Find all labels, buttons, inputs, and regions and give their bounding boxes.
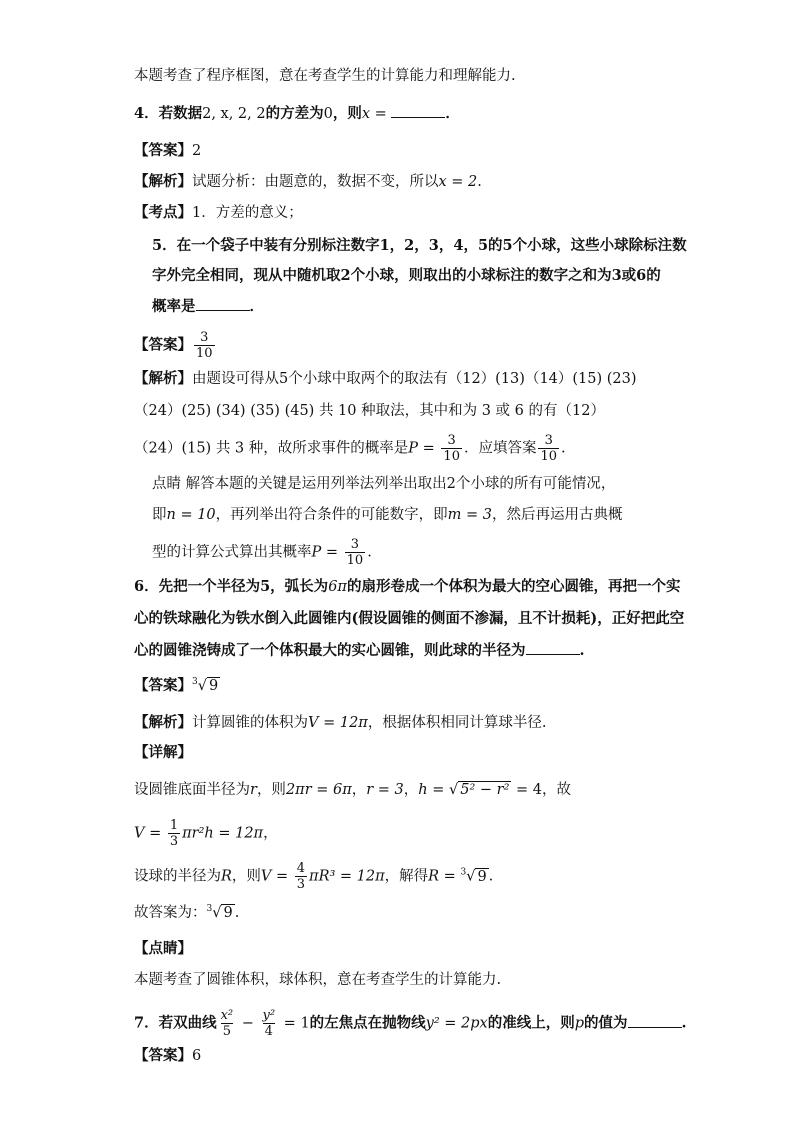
analysis-text: ，根据体积相同计算球半径. xyxy=(367,715,547,731)
radicand: 9 xyxy=(477,868,487,885)
answer-tag: 【答案】 xyxy=(134,1047,192,1064)
question-text: 心的铁球融化为铁水倒入此圆锥内(假设圆锥的侧面不渗漏，且不计损耗)，正好把此空 xyxy=(134,610,685,627)
math-m: m = 3 xyxy=(447,507,493,523)
kaodian-text: 1．方差的意义； xyxy=(192,205,303,221)
question-6-line-3 xyxy=(134,640,585,661)
question-text: 字外完全相同，现从中随机取2个小球，则取出的小球标注的数字之和为3或6的 xyxy=(152,267,661,284)
analysis-text: 计算圆锥的体积为 xyxy=(192,715,308,731)
question-text: 7．若双曲线 xyxy=(134,1014,217,1032)
fraction-numerator: 4 xyxy=(296,861,306,876)
variable-x: x xyxy=(361,106,371,122)
root-index: 3 xyxy=(192,677,198,688)
question-5-line-2 xyxy=(152,266,661,286)
fraction-x2-5 xyxy=(219,1008,236,1039)
question-6-line-2 xyxy=(134,609,684,629)
probability-fraction xyxy=(345,537,366,568)
detail-text: . xyxy=(234,905,240,921)
detail-text: ， xyxy=(351,782,367,798)
detail-text: 故答案为： xyxy=(134,905,207,921)
fraction-numerator: 1 xyxy=(169,818,179,833)
math-expr: R = xyxy=(428,868,461,885)
detail-line-4 xyxy=(134,903,239,923)
dianjing-text: ，再列举出符合条件的可能数字，即 xyxy=(215,507,448,523)
question-end: . xyxy=(579,642,585,659)
fraction-denominator: 10 xyxy=(540,449,558,464)
fraction-denominator: 10 xyxy=(196,346,213,361)
question-4 xyxy=(134,103,460,124)
answer-value: 2 xyxy=(192,143,202,159)
question-end: ． xyxy=(445,105,460,122)
answer-blank xyxy=(391,103,445,118)
dianjing-5-line-2 xyxy=(152,505,623,525)
dianjing-end: . xyxy=(367,544,372,561)
fraction-four-thirds xyxy=(295,861,307,892)
dianjing-5-line-1 xyxy=(152,474,615,494)
math-r: r xyxy=(250,782,257,798)
detail-line-1 xyxy=(134,780,571,800)
fraction-numerator: 3 xyxy=(447,433,456,448)
answer-4 xyxy=(134,141,201,161)
dianjing-text: ，然后再运用古典概 xyxy=(492,507,623,523)
detail-text: 设圆锥底面半径为 xyxy=(134,782,250,798)
analysis-tag: 【解析】 xyxy=(134,173,192,190)
analysis-5-line-1 xyxy=(134,369,637,389)
fraction-denominator: 10 xyxy=(443,449,460,464)
answer-fraction xyxy=(194,330,215,361)
question-text: 心的圆锥浇铸成了一个体积最大的实心圆锥，则此球的半径为 xyxy=(134,642,526,659)
fraction-numerator: x² xyxy=(220,1008,234,1023)
answer-7 xyxy=(134,1046,201,1066)
analysis-6 xyxy=(134,713,546,733)
answer-blank xyxy=(196,296,250,311)
minus-sign: − xyxy=(237,1015,259,1032)
fraction-denominator: 4 xyxy=(264,1024,273,1039)
detail-heading xyxy=(134,743,192,763)
math-expr: r = 3 xyxy=(366,782,404,798)
analysis-text: （24）(15) 共 3 种，故所求事件的概率是 xyxy=(134,440,409,457)
answer-blank xyxy=(526,640,580,655)
dianjing-5-line-3 xyxy=(152,537,372,568)
fraction-numerator: 3 xyxy=(544,433,553,448)
dianjing-6-heading xyxy=(134,939,192,959)
radicand: 5² − r² xyxy=(460,782,510,798)
parabola-equation: y² = 2px xyxy=(425,1015,488,1032)
fraction-numerator: 3 xyxy=(350,537,360,552)
root-sign: √ xyxy=(449,782,459,798)
fraction-denominator: 3 xyxy=(169,834,179,849)
question-end: ． xyxy=(249,298,264,315)
analysis-math: x = 2 xyxy=(438,174,478,190)
answer-blank xyxy=(628,1013,682,1028)
root-sign: √ xyxy=(466,868,476,885)
equals-sign: = xyxy=(370,106,392,122)
detail-line-3 xyxy=(134,861,493,892)
math-r-big: R xyxy=(221,868,232,885)
root-index: 3 xyxy=(206,904,213,915)
question-7 xyxy=(134,1008,687,1039)
dianjing-text: 型的计算公式算出其概率 xyxy=(152,544,312,561)
fraction-denominator: 5 xyxy=(222,1024,231,1039)
answer-value: 6 xyxy=(192,1048,202,1064)
answer-tag: 【答案】 xyxy=(134,336,192,354)
fraction-y2-4 xyxy=(261,1008,278,1039)
math-expr: πr²h = 12π xyxy=(182,825,264,842)
equals-sign: = xyxy=(418,440,440,457)
analysis-4 xyxy=(134,172,482,192)
probability-symbol: P xyxy=(408,440,419,457)
question-text: 的值为 xyxy=(584,1014,628,1032)
question-text: 5．在一个袋子中装有分别标注数字1，2，3，4，5的5个小球，这些小球除标注数 xyxy=(152,237,687,254)
question-6-line-1 xyxy=(134,577,680,597)
answer-fraction xyxy=(538,433,559,464)
question-end: . xyxy=(681,1014,687,1032)
detail-tag: 【详解】 xyxy=(134,744,192,761)
detail-text: ，故 xyxy=(542,782,571,798)
equals-sign: = xyxy=(321,544,343,561)
question-number: 4． xyxy=(134,105,159,122)
fraction-numerator: y² xyxy=(262,1008,276,1023)
math-expr: = 4 xyxy=(511,782,542,798)
detail-text: ，解得 xyxy=(384,868,429,885)
analysis-5-line-3 xyxy=(134,433,566,464)
analysis-end: . xyxy=(477,174,482,190)
probability-fraction xyxy=(441,433,462,464)
analysis-text: 由题设可得从5个小球中取两个的取法有（12）(13)（14）(15) (23) xyxy=(192,371,637,387)
dianjing-tag: 【点睛】 xyxy=(134,940,192,957)
analysis-text: ．应填答案 xyxy=(463,440,537,457)
dianjing-text: 本题考查了圆锥体积，球体积，意在考查学生的计算能力. xyxy=(134,972,502,988)
math-v: V = xyxy=(260,868,293,885)
root-index: 3 xyxy=(460,867,467,878)
analysis-end: . xyxy=(561,440,566,457)
answer-tag: 【答案】 xyxy=(134,142,192,159)
analysis-text: 试题分析：由题意的，数据不变，所以 xyxy=(192,174,439,190)
detail-text: ， xyxy=(403,782,419,798)
fraction-denominator: 10 xyxy=(346,553,364,568)
arc-length: 6π xyxy=(328,579,347,595)
volume-formula: V = 12π xyxy=(308,715,368,731)
question-text: 若数据 xyxy=(158,105,203,122)
data-set: 2, x, 2, 2 xyxy=(202,106,266,122)
math-expr: πR³ = 12π xyxy=(309,868,385,885)
question-text: 6．先把一个半径为5，弧长为 xyxy=(134,578,329,595)
detail-line-2 xyxy=(134,818,278,849)
analysis-tag: 【解析】 xyxy=(134,370,192,387)
math-v: V = xyxy=(134,825,166,842)
dianjing-text: 点睛 解答本题的关键是运用列举法列举出取出2个小球的所有可能情况， xyxy=(152,476,616,492)
question-text: 的准线上，则 xyxy=(487,1014,575,1032)
math-p: p xyxy=(574,1015,585,1032)
math-expr: 2πr = 6π xyxy=(285,782,352,798)
analysis-5-line-2 xyxy=(134,401,605,421)
equals-one: = 1 xyxy=(279,1015,310,1032)
answer-5 xyxy=(134,330,217,361)
summary-line-3 xyxy=(134,66,516,86)
detail-text: . xyxy=(488,868,494,885)
probability-symbol: P xyxy=(311,544,322,561)
detail-text: ， xyxy=(263,825,278,842)
kaodian-4 xyxy=(134,203,303,223)
dianjing-6-text xyxy=(134,970,501,990)
question-text: ，则 xyxy=(332,105,362,122)
question-5-line-3 xyxy=(152,296,264,317)
question-5-line-1 xyxy=(152,236,687,256)
question-text: 的左焦点在抛物线 xyxy=(309,1014,426,1032)
dianjing-text: 即 xyxy=(152,507,167,523)
root-sign: √ xyxy=(197,678,207,694)
question-text: 的扇形卷成一个体积为最大的空心圆锥，再把一个实 xyxy=(346,578,681,595)
fraction-numerator: 3 xyxy=(200,330,209,345)
radicand: 9 xyxy=(208,678,219,694)
radicand: 9 xyxy=(223,905,233,921)
fraction-denominator: 3 xyxy=(296,877,306,892)
root-sign: √ xyxy=(212,905,222,921)
fraction-one-third xyxy=(168,818,180,849)
question-text: 概率是 xyxy=(152,298,196,315)
detail-text: ，则 xyxy=(256,782,286,798)
variance-value: 0 xyxy=(323,106,333,122)
detail-text: ，则 xyxy=(231,868,261,885)
answer-6 xyxy=(134,676,220,696)
analysis-text: （24）(25) (34) (35) (45) 共 10 种取法，其中和为 3 或 6 的有（12） xyxy=(134,403,605,419)
math-n: n = 10 xyxy=(166,507,216,523)
math-h: h = xyxy=(418,782,449,798)
answer-tag: 【答案】 xyxy=(134,677,192,694)
kaodian-tag: 【考点】 xyxy=(134,204,192,221)
analysis-tag: 【解析】 xyxy=(134,714,192,731)
detail-text: 设球的半径为 xyxy=(134,868,221,885)
question-text: 的方差为 xyxy=(265,105,324,122)
summary-text: 本题考查了程序框图，意在考查学生的计算能力和理解能力. xyxy=(134,68,516,84)
